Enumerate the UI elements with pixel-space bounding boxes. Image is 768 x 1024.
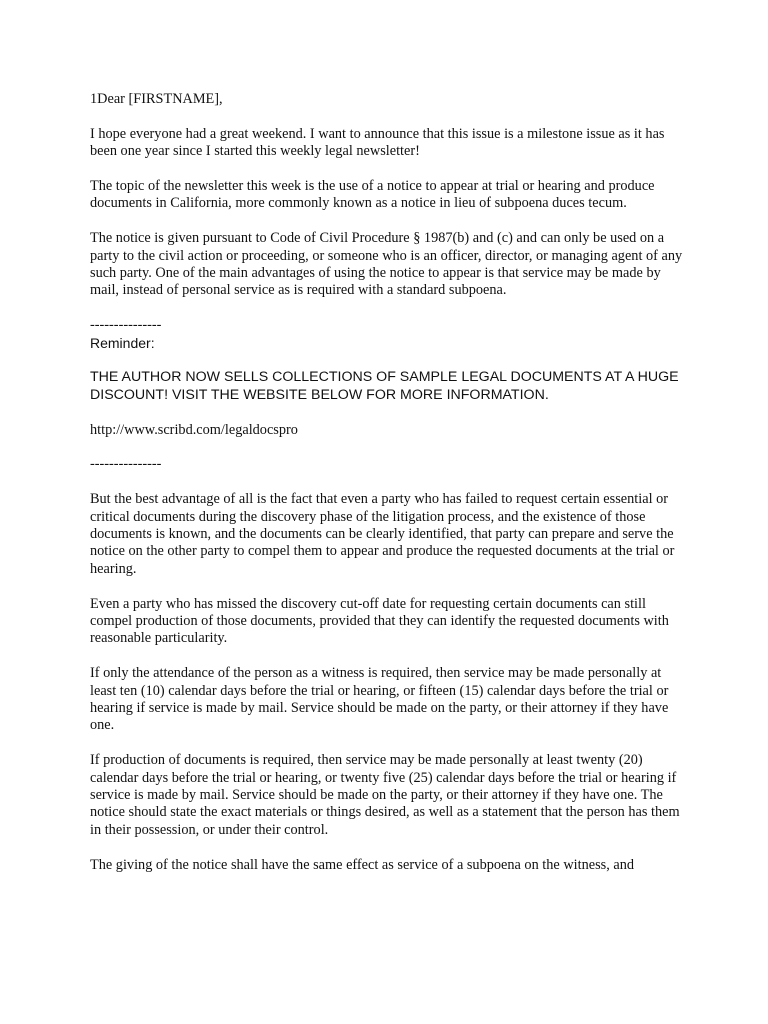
paragraph-witness: If only the attendance of the person as a witness is required, then service may be made personally at least ten (10) calendar days before the trial or hearing, or fifteen (15) calendar days before the trial or hearing if service is made by mail. Service should be made on the party, or their attorney if they have one. xyxy=(90,665,669,734)
paragraph-effect: The giving of the notice shall have the same effect as service of a subpoena on the witness, and xyxy=(90,856,635,873)
paragraph-pursuant: The notice is given pursuant to Code of Civil Procedure § 1987(b) and (c) and can only be used on a party to the civil action or proceeding, or someone who is an officer, director, or managing agent of any such party. One of the main advantages of using the notice to appear is that service may be made by mail, instead of personal service as is required with a standard subpoena. xyxy=(90,230,683,299)
reminder-link[interactable] xyxy=(90,422,690,439)
paragraph-production: If production of documents is required, then service may be made personally at least twenty (20) calendar days before the trial or hearing, or twenty five (25) calendar days before the trial or hearing if service is made by mail. Service should be made on the party, or their attorney if they have one. The notice should state the exact materials or things desired, as well as a statement that the person has them in their possession, or under their control. xyxy=(90,752,680,838)
website-link[interactable]: http://www.scribd.com/legaldocspro xyxy=(90,421,298,438)
paragraph-best-advantage: But the best advantage of all is the fact that even a party who has failed to request certain essential or critical documents during the discovery phase of the litigation process, and the existence of those documents is known, and the documents can be clearly identified, that party can prepare and serve the notice on the other party to compel them to appear and produce the requested documents at the trial or hearing. xyxy=(90,491,675,577)
paragraph-topic: The topic of the newsletter this week is the use of a notice to appear at trial or hearing and produce documents in California, more commonly known as a notice in lieu of subpoena duces tecum. xyxy=(90,178,655,212)
greeting: 1Dear [FIRSTNAME], xyxy=(90,91,223,107)
letter-body xyxy=(90,91,690,891)
paragraph-cutoff: Even a party who has missed the discovery cut-off date for requesting certain documents can still compel production of those documents, provided that they can identify the requested documents with reasonable particularity. xyxy=(90,595,669,647)
divider-top: --------------- xyxy=(90,317,162,334)
reminder-text: THE AUTHOR NOW SELLS COLLECTIONS OF SAMPLE LEGAL DOCUMENTS AT A HUGE DISCOUNT! VISIT THE WEBSITE BELOW FOR MORE INFORMATION. xyxy=(90,369,679,403)
divider-bottom: --------------- xyxy=(90,456,162,473)
paragraph-intro: I hope everyone had a great weekend. I want to announce that this issue is a milestone issue as it has been one year since I started this weekly legal newsletter! xyxy=(90,125,665,160)
reminder-label: Reminder: xyxy=(90,334,155,351)
